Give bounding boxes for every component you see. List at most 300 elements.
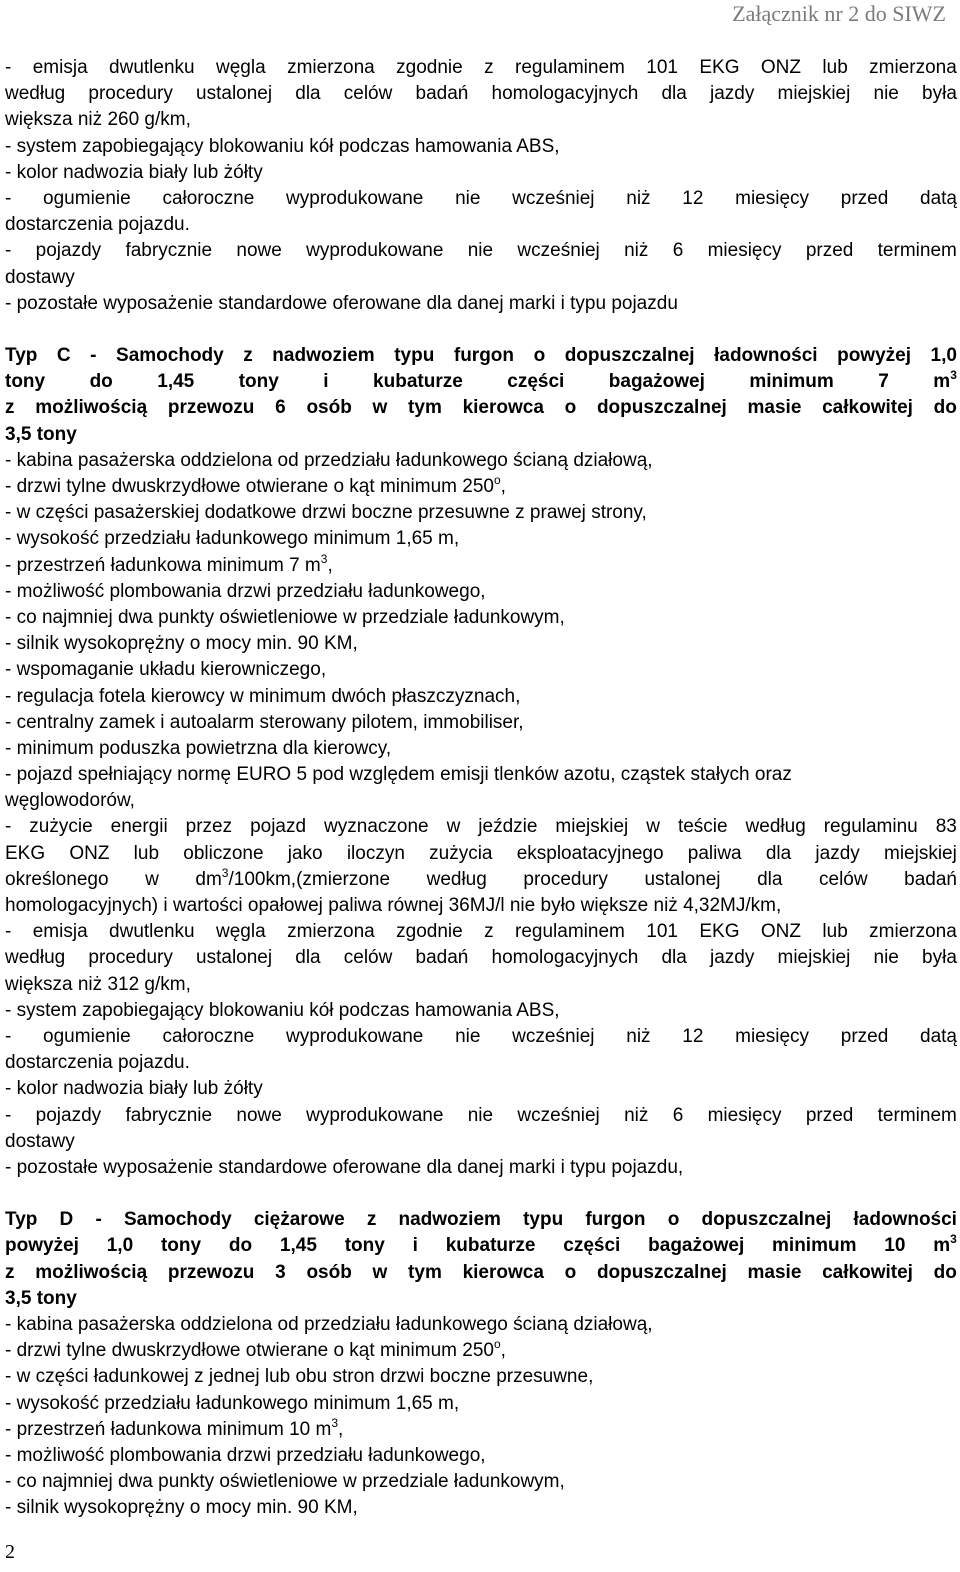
word: zgodnie: [396, 57, 463, 78]
word: EKG: [699, 921, 740, 943]
word: kierowcy: [150, 685, 225, 707]
word: biały: [148, 161, 188, 183]
word: lub: [822, 921, 848, 943]
word: EKG: [699, 57, 740, 78]
word: dla: [295, 83, 321, 105]
word: minimum: [313, 528, 391, 550]
word: kierowniczego,: [200, 659, 327, 681]
word: o: [564, 397, 577, 419]
word: wcześniej: [512, 187, 595, 209]
word: działową,: [573, 449, 653, 471]
word: -: [5, 1392, 12, 1414]
section-heading-line: [5, 1286, 957, 1312]
word: było: [540, 895, 576, 916]
word: wyprodukowane: [306, 240, 444, 262]
word: przedziału: [276, 1444, 363, 1466]
word: minimum: [16, 737, 94, 759]
word: ładunkowego: [395, 449, 508, 471]
word: ustalonej: [644, 868, 721, 890]
word: przedziału: [104, 1392, 191, 1414]
word: $m^3$: [933, 1232, 957, 1257]
text-line: [5, 762, 957, 788]
word: -: [90, 345, 97, 367]
word: 12: [682, 187, 704, 209]
superscript: 3: [950, 368, 957, 383]
word: powyżej: [5, 1235, 79, 1257]
word: hamowania: [414, 135, 513, 157]
word: wyprodukowane: [306, 1104, 444, 1126]
word: -: [5, 921, 12, 943]
blank-line: [5, 1181, 957, 1207]
word: -: [5, 1444, 12, 1466]
word: całoroczne: [162, 1025, 255, 1047]
word: ABS,: [516, 135, 560, 157]
word: stałych: [690, 764, 750, 786]
word: nie: [455, 1025, 481, 1047]
word: o: [333, 1340, 345, 1362]
word: masie: [747, 397, 802, 419]
word: dostarczenia: [5, 1052, 113, 1074]
text-line: [5, 814, 957, 840]
word: do: [228, 1235, 253, 1257]
word: blokowaniu: [208, 999, 304, 1021]
word: podczas: [338, 999, 410, 1021]
word: -: [5, 57, 12, 78]
word: była: [922, 947, 957, 969]
word: pojazd: [250, 816, 307, 838]
word: nadwozia: [63, 1078, 144, 1100]
text-line: [5, 1103, 957, 1129]
word: kąt: [349, 476, 375, 497]
word: fabrycznie: [125, 240, 213, 262]
word: przedziału: [303, 1314, 391, 1335]
text-line: [5, 160, 957, 186]
text-line: [5, 605, 957, 631]
word: ścianą: [513, 449, 569, 471]
word: system: [16, 999, 77, 1021]
word: 3: [275, 1261, 286, 1283]
word: dwuskrzydłowe: [111, 476, 241, 497]
word: z: [5, 1261, 15, 1283]
word: oddzielona: [180, 1314, 273, 1335]
word: normę: [177, 764, 232, 786]
word: fabrycznie: [125, 1104, 213, 1126]
word: datą: [920, 1025, 957, 1047]
word: D: [59, 1209, 74, 1231]
text-line: [5, 55, 957, 81]
word: hamowania: [414, 999, 513, 1021]
word: $m^3$,: [304, 551, 333, 576]
word: 10: [289, 1418, 311, 1440]
word: wysokoprężny: [64, 1497, 185, 1519]
word: typu: [523, 1209, 564, 1231]
word: do: [933, 1261, 957, 1283]
word: nie: [467, 240, 494, 262]
word: 6: [672, 240, 684, 262]
word: kąt: [349, 1340, 375, 1362]
word: możliwość: [16, 1444, 105, 1466]
word: minimum: [206, 1418, 284, 1440]
word: według: [5, 83, 66, 105]
word: procedury: [523, 868, 608, 890]
word: oferowane: [332, 292, 422, 314]
word: regulaminem: [515, 921, 625, 943]
superscript: 3: [221, 865, 229, 880]
word: energii: [110, 816, 168, 838]
word: ABS,: [516, 999, 560, 1021]
superscript: o: [493, 473, 501, 487]
word: jazdy: [815, 842, 860, 864]
word: większa: [5, 973, 73, 995]
word: możliwością: [35, 397, 148, 419]
text-line: [5, 107, 957, 133]
word: części: [507, 371, 565, 393]
word: minimum: [379, 1340, 457, 1362]
word: miejskiej: [555, 816, 629, 838]
word: blokowaniu: [208, 135, 304, 157]
word: -: [5, 633, 12, 655]
word: Typ: [5, 1209, 38, 1231]
word: niż: [626, 1025, 651, 1047]
word: 312: [107, 973, 140, 995]
word: o: [333, 476, 345, 497]
word: 6: [672, 1104, 684, 1126]
word: procedury: [88, 83, 173, 105]
text-line: [5, 736, 957, 762]
word: lub: [193, 1078, 219, 1100]
word: możliwością: [35, 1261, 148, 1283]
word: jako: [287, 842, 323, 864]
word: działową,: [573, 1314, 653, 1335]
word: obu: [295, 1366, 328, 1388]
word: większe: [580, 895, 649, 916]
word: 10: [884, 1235, 906, 1257]
word: ładunkowego: [196, 528, 309, 550]
word: nie: [873, 83, 899, 105]
word: emisji: [440, 764, 489, 786]
text-line: [5, 1364, 957, 1390]
word: w: [446, 816, 461, 838]
word: -: [5, 764, 12, 786]
word: -: [5, 1340, 12, 1362]
word: lub: [264, 1366, 291, 1388]
word: o: [667, 1209, 680, 1231]
word: silnik: [16, 633, 59, 655]
text-line: [5, 788, 957, 814]
word: w: [372, 397, 388, 419]
word: dwa: [118, 606, 153, 628]
word: zgodnie: [396, 921, 463, 943]
word: dwutlenku: [109, 921, 195, 943]
word: wartości: [172, 895, 243, 916]
word: KM,: [323, 1497, 358, 1519]
word: ciężarowe: [253, 1209, 345, 1231]
word: ładunkowego: [395, 1314, 508, 1335]
word: ładunkowego,: [368, 580, 486, 602]
word: strony,: [591, 502, 647, 524]
word: w: [343, 1471, 357, 1493]
word: boczne: [351, 502, 413, 524]
word: -: [5, 1078, 12, 1100]
text-line: [5, 1129, 957, 1155]
word: o: [533, 345, 546, 367]
word: dla: [282, 737, 309, 759]
word: -: [5, 711, 12, 733]
word: pasażerskiej: [93, 502, 200, 524]
word: punkty: [158, 1471, 215, 1493]
word: tony: [238, 371, 279, 393]
word: przed: [840, 1025, 889, 1047]
word: 83: [935, 816, 957, 838]
text-line: [5, 1443, 957, 1469]
word: z: [366, 1209, 377, 1231]
word: z: [243, 345, 253, 367]
word: homologacyjnych: [491, 83, 639, 105]
text-line: [5, 474, 957, 500]
word: emisja: [32, 921, 88, 943]
word: pod: [312, 764, 345, 786]
word: osób: [306, 397, 352, 419]
word: ładowności: [714, 345, 818, 367]
word: minimum: [248, 685, 327, 707]
word: kolor: [16, 1078, 58, 1100]
word: m,: [438, 528, 460, 550]
word: niż: [626, 187, 651, 209]
text-line: [5, 500, 957, 526]
word: płaszczyznach,: [391, 685, 521, 707]
word: drzwi: [301, 502, 347, 524]
word: dodatkowe: [204, 502, 297, 524]
word: dostarczenia: [5, 214, 113, 236]
word: przewozu: [167, 397, 255, 419]
word: drzwi: [16, 1340, 61, 1362]
word: wcześniej: [517, 1104, 600, 1126]
superscript: 3: [331, 1415, 338, 1430]
word: minimum: [749, 371, 834, 393]
text-line: [5, 1312, 957, 1338]
word: przesuwne,: [496, 1366, 594, 1388]
word: i: [163, 895, 168, 916]
text-line: [5, 1024, 957, 1050]
word: z: [515, 502, 525, 524]
word: -: [5, 1366, 12, 1388]
word: -: [5, 580, 12, 602]
text-line: [5, 81, 957, 107]
word: miesięcy: [707, 240, 782, 262]
word: -: [5, 135, 12, 157]
word: części: [563, 1235, 621, 1257]
word: $dm^3/100km,(zmierzone$: [195, 865, 391, 890]
word: co: [16, 1471, 37, 1493]
word: -: [5, 240, 12, 262]
text-line: [5, 553, 957, 579]
word: 1,0: [930, 345, 957, 367]
word: -: [5, 1497, 12, 1519]
word: dopuszczalnej: [564, 345, 695, 367]
word: lub: [193, 161, 219, 183]
word: tylne: [66, 1340, 107, 1362]
word: nadwoziem: [272, 345, 375, 367]
word: tony: [36, 1287, 77, 1309]
word: przedziale: [362, 1471, 449, 1493]
word: ogumienie: [43, 1025, 131, 1047]
word: drzwi: [226, 580, 272, 602]
word: drzwi: [16, 476, 61, 497]
text-line: [5, 684, 957, 710]
word: od: [277, 449, 299, 471]
word: 250$^o$,: [462, 1337, 506, 1362]
word: tony: [36, 423, 77, 445]
word: 1,0: [106, 1235, 134, 1257]
text-line: [5, 134, 957, 160]
word: 4,32MJ/km,: [683, 895, 782, 916]
word: jednej: [208, 1366, 260, 1388]
word: całkowitej: [822, 1261, 913, 1283]
word: zmierzona: [287, 57, 375, 78]
word: w: [646, 816, 660, 838]
word: 1,65: [395, 528, 433, 550]
word: procedury: [88, 947, 173, 969]
word: badań: [904, 868, 957, 890]
word: -: [5, 528, 12, 550]
word: bagażowej: [648, 1235, 745, 1257]
word: EURO: [236, 764, 292, 786]
word: od: [277, 1314, 299, 1335]
word: pozostałe: [16, 1156, 98, 1178]
word: większa: [5, 109, 73, 131]
word: dla: [757, 868, 783, 890]
word: opałowej: [247, 895, 323, 916]
word: w: [16, 502, 31, 524]
word: w: [16, 1366, 31, 1388]
word: Samochody: [116, 345, 224, 367]
word: osób: [306, 1261, 352, 1283]
word: wysokość: [16, 528, 99, 550]
word: mocy: [205, 633, 252, 655]
word: -: [5, 816, 12, 838]
word: dla: [661, 947, 687, 969]
word: określonego: [5, 868, 109, 890]
word: zużycie: [29, 816, 93, 838]
text-line: [5, 657, 957, 683]
word: przestrzeń: [16, 1418, 106, 1440]
section-heading-line: [5, 395, 957, 421]
word: 90: [297, 1497, 319, 1519]
word: kubaturze: [373, 371, 463, 393]
word: węglowodorów,: [5, 790, 135, 812]
word: ogumienie: [43, 187, 131, 209]
word: z: [194, 1366, 204, 1388]
word: oświetleniowe: [219, 1471, 338, 1493]
word: obliczone: [183, 842, 264, 864]
word: nie: [467, 1104, 494, 1126]
word: przesuwne: [417, 502, 510, 524]
word: jazdy: [709, 83, 755, 105]
text-line: [5, 893, 957, 919]
word: o: [189, 1497, 201, 1519]
word: ścianą: [513, 1314, 569, 1335]
word: terminem: [877, 1104, 957, 1126]
word: i: [323, 371, 329, 393]
word: nie: [455, 187, 481, 209]
word: i: [412, 1235, 418, 1257]
word: 7: [289, 554, 300, 576]
word: dopuszczalnej: [596, 1261, 727, 1283]
word: standardowe: [218, 292, 328, 314]
word: przed: [805, 240, 854, 262]
text-line: [5, 1495, 957, 1521]
word: przedziału: [303, 449, 391, 471]
word: 260: [107, 109, 140, 131]
word: była: [922, 83, 957, 105]
word: marki: [508, 292, 556, 314]
word: ładunkowego,: [368, 1444, 486, 1466]
word: oddzielona: [180, 449, 273, 471]
word: Typ: [5, 345, 38, 367]
word: $m^3$: [933, 368, 957, 393]
section-heading-line: [5, 1233, 957, 1259]
word: tony: [5, 371, 46, 393]
word: ONZ: [69, 842, 110, 864]
word: miesięcy: [707, 1104, 782, 1126]
word: kół: [309, 135, 334, 157]
word: kabina: [16, 449, 73, 471]
word: emisja: [32, 57, 88, 78]
word: wcześniej: [512, 1025, 595, 1047]
word: pojazdy: [35, 1104, 102, 1126]
word: 250$^o$,: [462, 473, 506, 497]
word: 101: [646, 57, 678, 78]
word: -: [5, 1314, 12, 1335]
text-line: [5, 212, 957, 238]
word: miejskiej: [777, 83, 851, 105]
word: min.: [256, 1497, 293, 1519]
text-line: [5, 710, 957, 736]
word: mocy: [205, 1497, 252, 1519]
word: -: [5, 187, 12, 209]
text-line: [5, 1155, 957, 1181]
word: dla: [295, 947, 321, 969]
word: niż: [624, 1104, 649, 1126]
word: dopuszczalnej: [701, 1209, 832, 1231]
word: furgon: [453, 345, 515, 367]
word: części: [35, 1366, 89, 1388]
word: kubaturze: [445, 1235, 536, 1257]
word: prawej: [529, 502, 586, 524]
word: silnik: [16, 1497, 59, 1519]
word: celów: [819, 868, 868, 890]
word: -: [5, 659, 12, 681]
word: C: [56, 345, 71, 367]
superscript: 3: [950, 1232, 957, 1247]
word: biały: [148, 1078, 188, 1100]
word: przedziału: [104, 528, 191, 550]
word: z: [484, 921, 494, 943]
word: tym: [408, 397, 442, 419]
word: żółty: [223, 1078, 263, 1100]
word: do: [933, 397, 957, 419]
word: niż: [624, 240, 649, 262]
word: 1,45: [279, 1235, 317, 1257]
word: otwierane: [245, 476, 329, 497]
word: -: [95, 1209, 102, 1231]
word: typu: [394, 345, 435, 367]
word: boczne: [429, 1366, 491, 1388]
word: badań: [415, 83, 469, 105]
word: -: [5, 554, 12, 576]
word: i: [560, 1156, 565, 1178]
word: podczas: [338, 135, 410, 157]
